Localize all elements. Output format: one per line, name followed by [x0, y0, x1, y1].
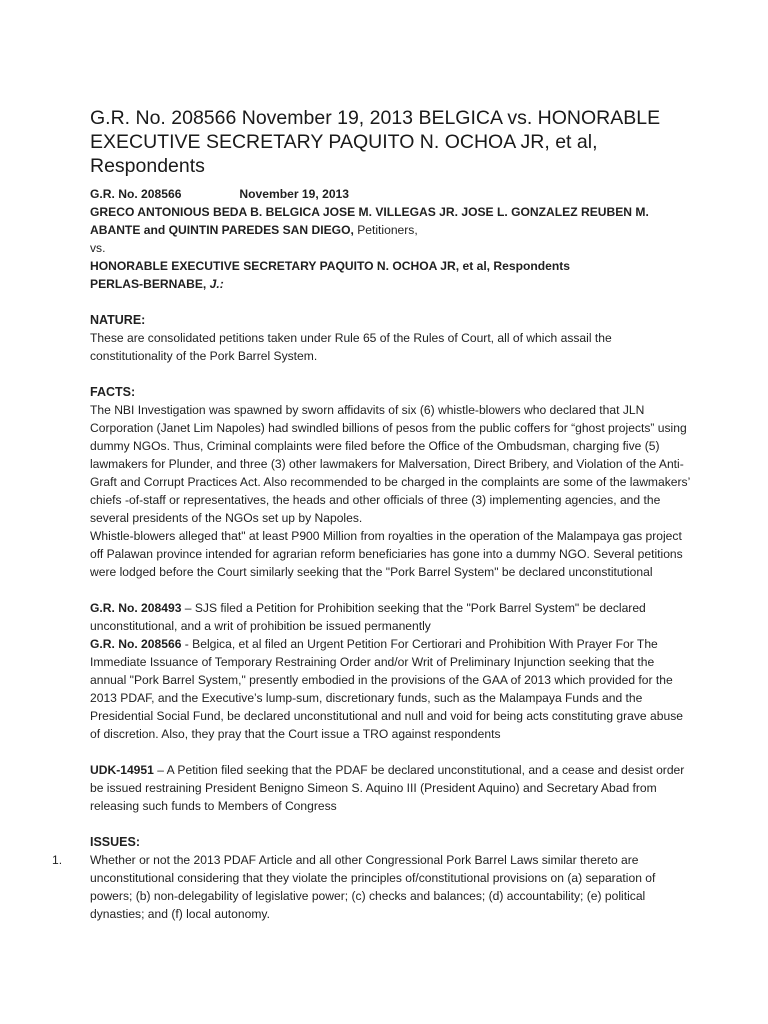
ponente-name: PERLAS-BERNABE,: [90, 277, 210, 291]
petitioners-label: Petitioners,: [353, 223, 418, 237]
petition-208493-label: G.R. No. 208493: [90, 601, 182, 615]
petition-208493-text: – SJS filed a Petition for Prohibition seeking that the "Pork Barrel System" be declared unconstitutional, and a writ of prohibition be issued permanently: [90, 601, 646, 633]
ponente: [90, 275, 690, 293]
nature-section: [90, 311, 690, 365]
nature-text: These are consolidated petitions taken under Rule 65 of the Rules of Court, all of which assail the constitutionality of the Pork Barrel System.: [90, 331, 612, 363]
issue-text: Whether or not the 2013 PDAF Article and all other Congressional Pork Barrel Laws similar thereto are unconstitutional considering that they violate the principles of/constitutional provisions on (a) separation of powers; (b) non-delegability of legislative power; (c) checks and balances; (d) accountability; (e) political dynasties; and (f) local autonomy.: [90, 853, 656, 921]
facts-paragraph-2: Whistle-blowers alleged that" at least P900 Million from royalties in the operation of the Malampaya gas project off Palawan province intended for agrarian reform beneficiaries has gone into a dummy NGO. Several petitions were lodged before the Court similarly seeking that the "Pork Barrel System" be declared unconstitutional: [90, 529, 683, 579]
petition-208566-label: G.R. No. 208566: [90, 637, 182, 651]
petition-udk-14951-label: UDK-14951: [90, 763, 154, 777]
petition-udk-14951: [90, 761, 690, 815]
petitioners-names: GRECO ANTONIOUS BEDA B. BELGICA JOSE M. VILLEGAS JR. JOSE L. GONZALEZ REUBEN M. ABANTE and QUINTIN PAREDES SAN DIEGO,: [90, 205, 649, 237]
issues-section: [52, 833, 690, 923]
issue-number: 1.: [52, 853, 63, 867]
petitioners: [90, 203, 690, 239]
petition-208566: [90, 635, 690, 743]
document-body: [52, 106, 690, 923]
ponente-title: J.:: [209, 277, 224, 291]
facts-paragraph-1: The NBI Investigation was spawned by sworn affidavits of six (6) whistle-blowers who declared that JLN Corporation (Janet Lim Napoles) had swindled billions of pesos from the public coffers for “ghost projects” using dummy NGOs. Thus, Criminal complaints were filed before the Office of the Ombudsman, charging five (5) lawmakers for Plunder, and three (3) other lawmakers for Malversation, Direct Bribery, and Violation of the Anti-Graft and Corrupt Practices Act. Also recommended to be charged in the complaints are some of the lawmakers’ chiefs -of-staff or representatives, the heads and other officials of three (3) implementing agencies, and the several presidents of the NGOs set up by Napoles.: [90, 403, 690, 525]
issues-heading: ISSUES:: [90, 835, 141, 849]
facts-section: [90, 383, 690, 581]
case-number: G.R. No. 208566: [90, 187, 182, 201]
udk-section: [90, 761, 690, 815]
petition-208566-text: - Belgica, et al filed an Urgent Petition For Certiorari and Prohibition With Prayer For The Immediate Issuance of Temporary Restraining Order and/or Writ of Preliminary Injunction seeking that the annual "Pork Barrel System," presently embodied in the provisions of the GAA of 2013 which provided for the 2013 PDAF, and the Executive’s lump-sum, discretionary funds, such as the Malampaya Funds and the Presidential Social Fund, be declared unconstitutional and null and void for being acts constituting grave abuse of discretion. Also, they pray that the Court issue a TRO against respondents: [90, 637, 683, 741]
versus: vs.: [90, 241, 106, 255]
petitions-section: [90, 599, 690, 743]
respondents: HONORABLE EXECUTIVE SECRETARY PAQUITO N. OCHOA JR, et al, Respondents: [90, 259, 571, 273]
petition-208493: [90, 599, 690, 635]
issue-item: [52, 851, 690, 923]
case-date: November 19, 2013: [239, 187, 350, 201]
case-header: [90, 185, 690, 203]
nature-heading: NATURE:: [90, 313, 146, 327]
document-title: G.R. No. 208566 November 19, 2013 BELGICA vs. HONORABLE EXECUTIVE SECRETARY PAQUITO N. OCHOA JR, et al, Respondents: [90, 107, 661, 177]
petition-udk-14951-text: – A Petition filed seeking that the PDAF be declared unconstitutional, and a cease and desist order be issued restraining President Benigno Simeon S. Aquino III (President Aquino) and Secretary Abad from releasing such funds to Members of Congress: [90, 763, 685, 813]
facts-heading: FACTS:: [90, 385, 136, 399]
